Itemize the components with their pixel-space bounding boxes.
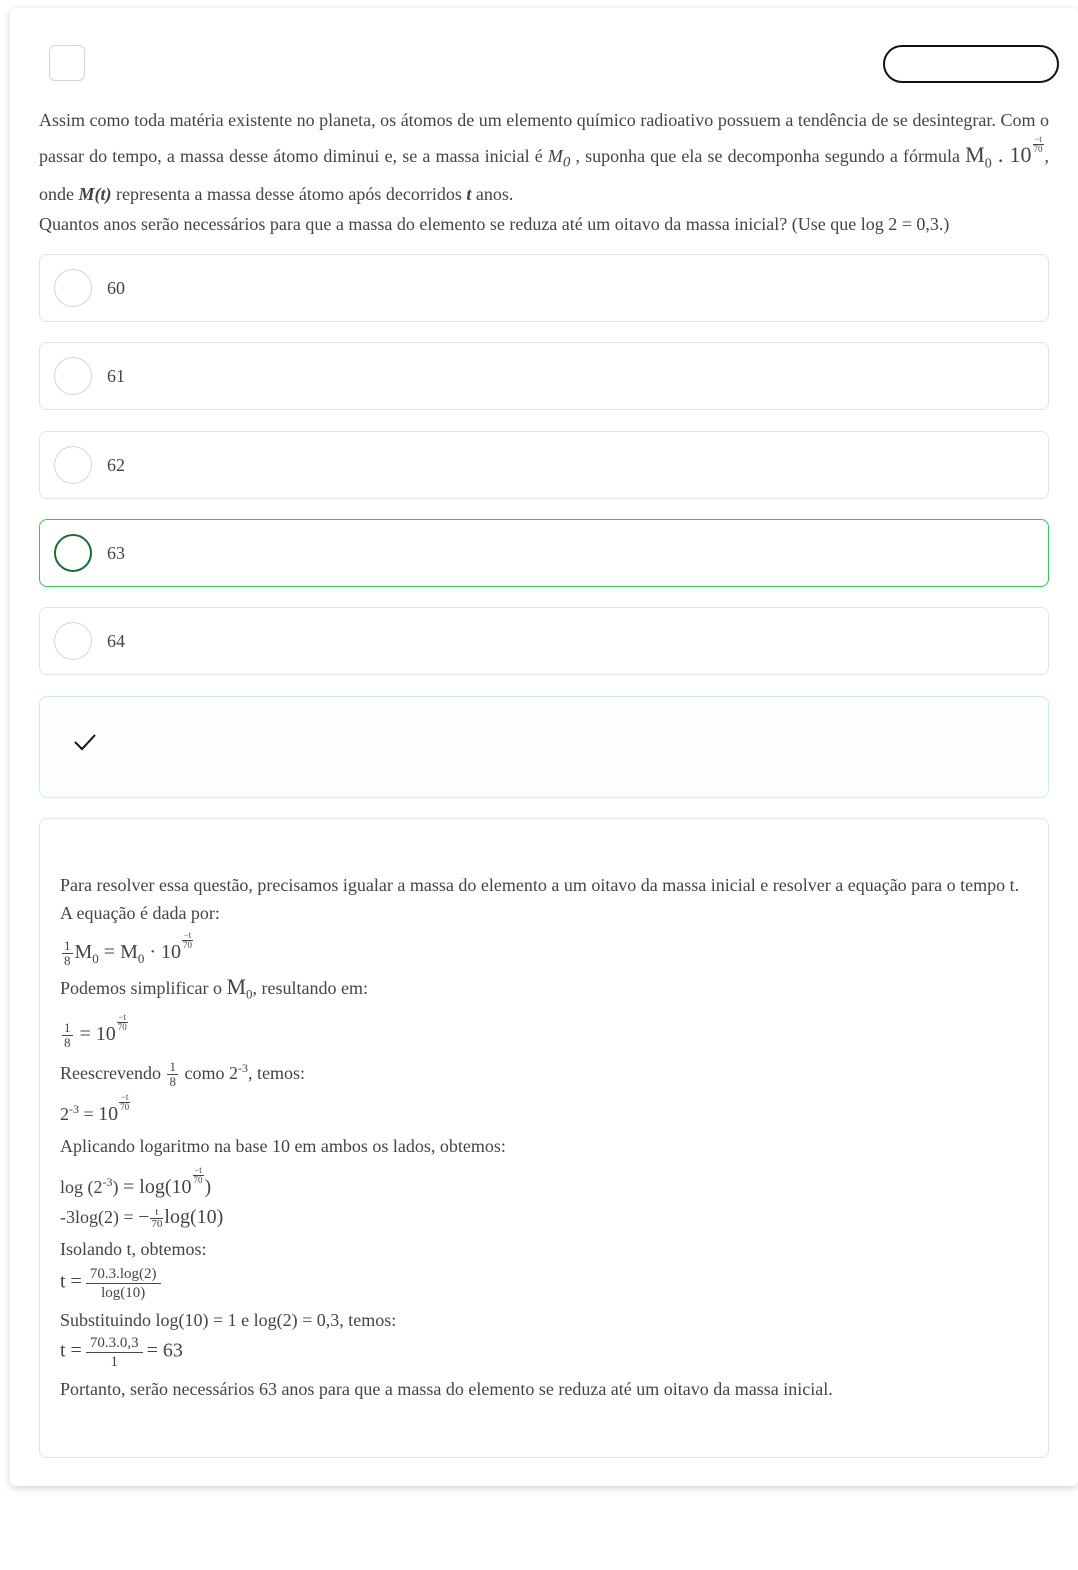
radio-button-selected[interactable]	[54, 534, 92, 572]
stem-text: representa a massa desse átomo após decorridos	[111, 184, 467, 205]
option-61[interactable]	[39, 342, 1049, 410]
radio-button[interactable]	[54, 446, 92, 484]
option-label: 64	[107, 631, 125, 651]
solution-body	[60, 871, 1025, 1403]
option-64[interactable]	[39, 607, 1049, 675]
solution-rewrite: Reescrevendo $\frac{1}{8}$ como $2^{-3}$, temos:	[60, 1058, 305, 1089]
solution-substitute: Substituindo log(10) = 1 e log(2) = 0,3, temos:	[60, 1309, 397, 1330]
option-60[interactable]	[39, 254, 1049, 322]
option-label: 60	[107, 278, 125, 298]
mt-symbol: M(t)	[78, 184, 112, 205]
equation-4: $\log (2^{-3}) = \log(10$ $\frac{-t}{70}$ )	[60, 1164, 212, 1198]
stem-text: , suponha que ela se decomponha segundo a fórmula	[570, 146, 966, 166]
question-stem	[39, 105, 1049, 239]
option-label: 62	[107, 455, 125, 475]
solution-conclusion: Portanto, serão necessários 63 anos para que a massa do elemento se reduza até um oitavo da massa inicial.	[60, 1378, 833, 1399]
equation-2: $\frac{1}{8}$ = 10 $\frac{-t}{70}$	[64, 1011, 127, 1050]
solution-intro: Para resolver essa questão, precisamos igualar a massa do elemento a um oitavo da massa inicial e resolver a equação para o tempo t. A equação é dada por:	[60, 875, 1020, 923]
equation-5: -3log(2) = − $\frac{t}{70}$ log(10)	[60, 1205, 224, 1231]
solution-simplify: Podemos simplificar o $M_0$, resultando em:	[60, 974, 369, 1002]
stem-text: , onde	[39, 146, 1050, 205]
radio-button[interactable]	[54, 622, 92, 660]
solution-panel	[39, 818, 1049, 1458]
question-paragraph-1	[39, 105, 1049, 209]
equation-3: $2^{-3} = 10$ $\frac{-t}{70}$	[60, 1091, 130, 1125]
t-symbol: t	[466, 184, 472, 205]
m0-symbol: $M_0$	[547, 146, 571, 171]
check-icon	[72, 729, 98, 755]
action-pill-button[interactable]	[883, 45, 1059, 83]
equation-7: t = $\frac{70.3.0,3}{1}$ = 63	[60, 1334, 183, 1370]
option-63[interactable]	[39, 519, 1049, 587]
equation-1: $\frac{1}{8}$ $M_0 = M_0 \cdot 10$ $\frac{-t}{70}$	[64, 930, 193, 968]
radio-button[interactable]	[54, 269, 92, 307]
question-paragraph-2: Quantos anos serão necessários para que a massa do elemento se reduza até um oitavo da massa inicial? (Use que log 2 = 0,3.)	[39, 214, 950, 235]
equation-6: t = $\frac{70.3.\log(2)}{\log(10)}$	[60, 1265, 1025, 1302]
option-label: 61	[107, 366, 125, 386]
stem-text: Assim como toda matéria existente no planeta, os átomos de um elemento químico radioativo possuem a tendência de se desintegrar. Com o passar do tempo, a massa desse átomo diminui e, se a massa inicial é	[39, 110, 1049, 166]
answer-feedback	[39, 696, 1049, 798]
solution-isolate: Isolando t, obtemos:	[60, 1238, 207, 1259]
option-label: 63	[107, 543, 125, 563]
formula: $M_0$ . 10 $\frac{-t}{70}$	[965, 134, 1043, 172]
solution-apply-log: Aplicando logaritmo na base 10 em ambos os lados, obtemos:	[60, 1135, 506, 1156]
select-checkbox[interactable]	[49, 45, 85, 81]
option-62[interactable]	[39, 431, 1049, 499]
stem-text: anos.	[471, 184, 514, 205]
radio-button[interactable]	[54, 357, 92, 395]
